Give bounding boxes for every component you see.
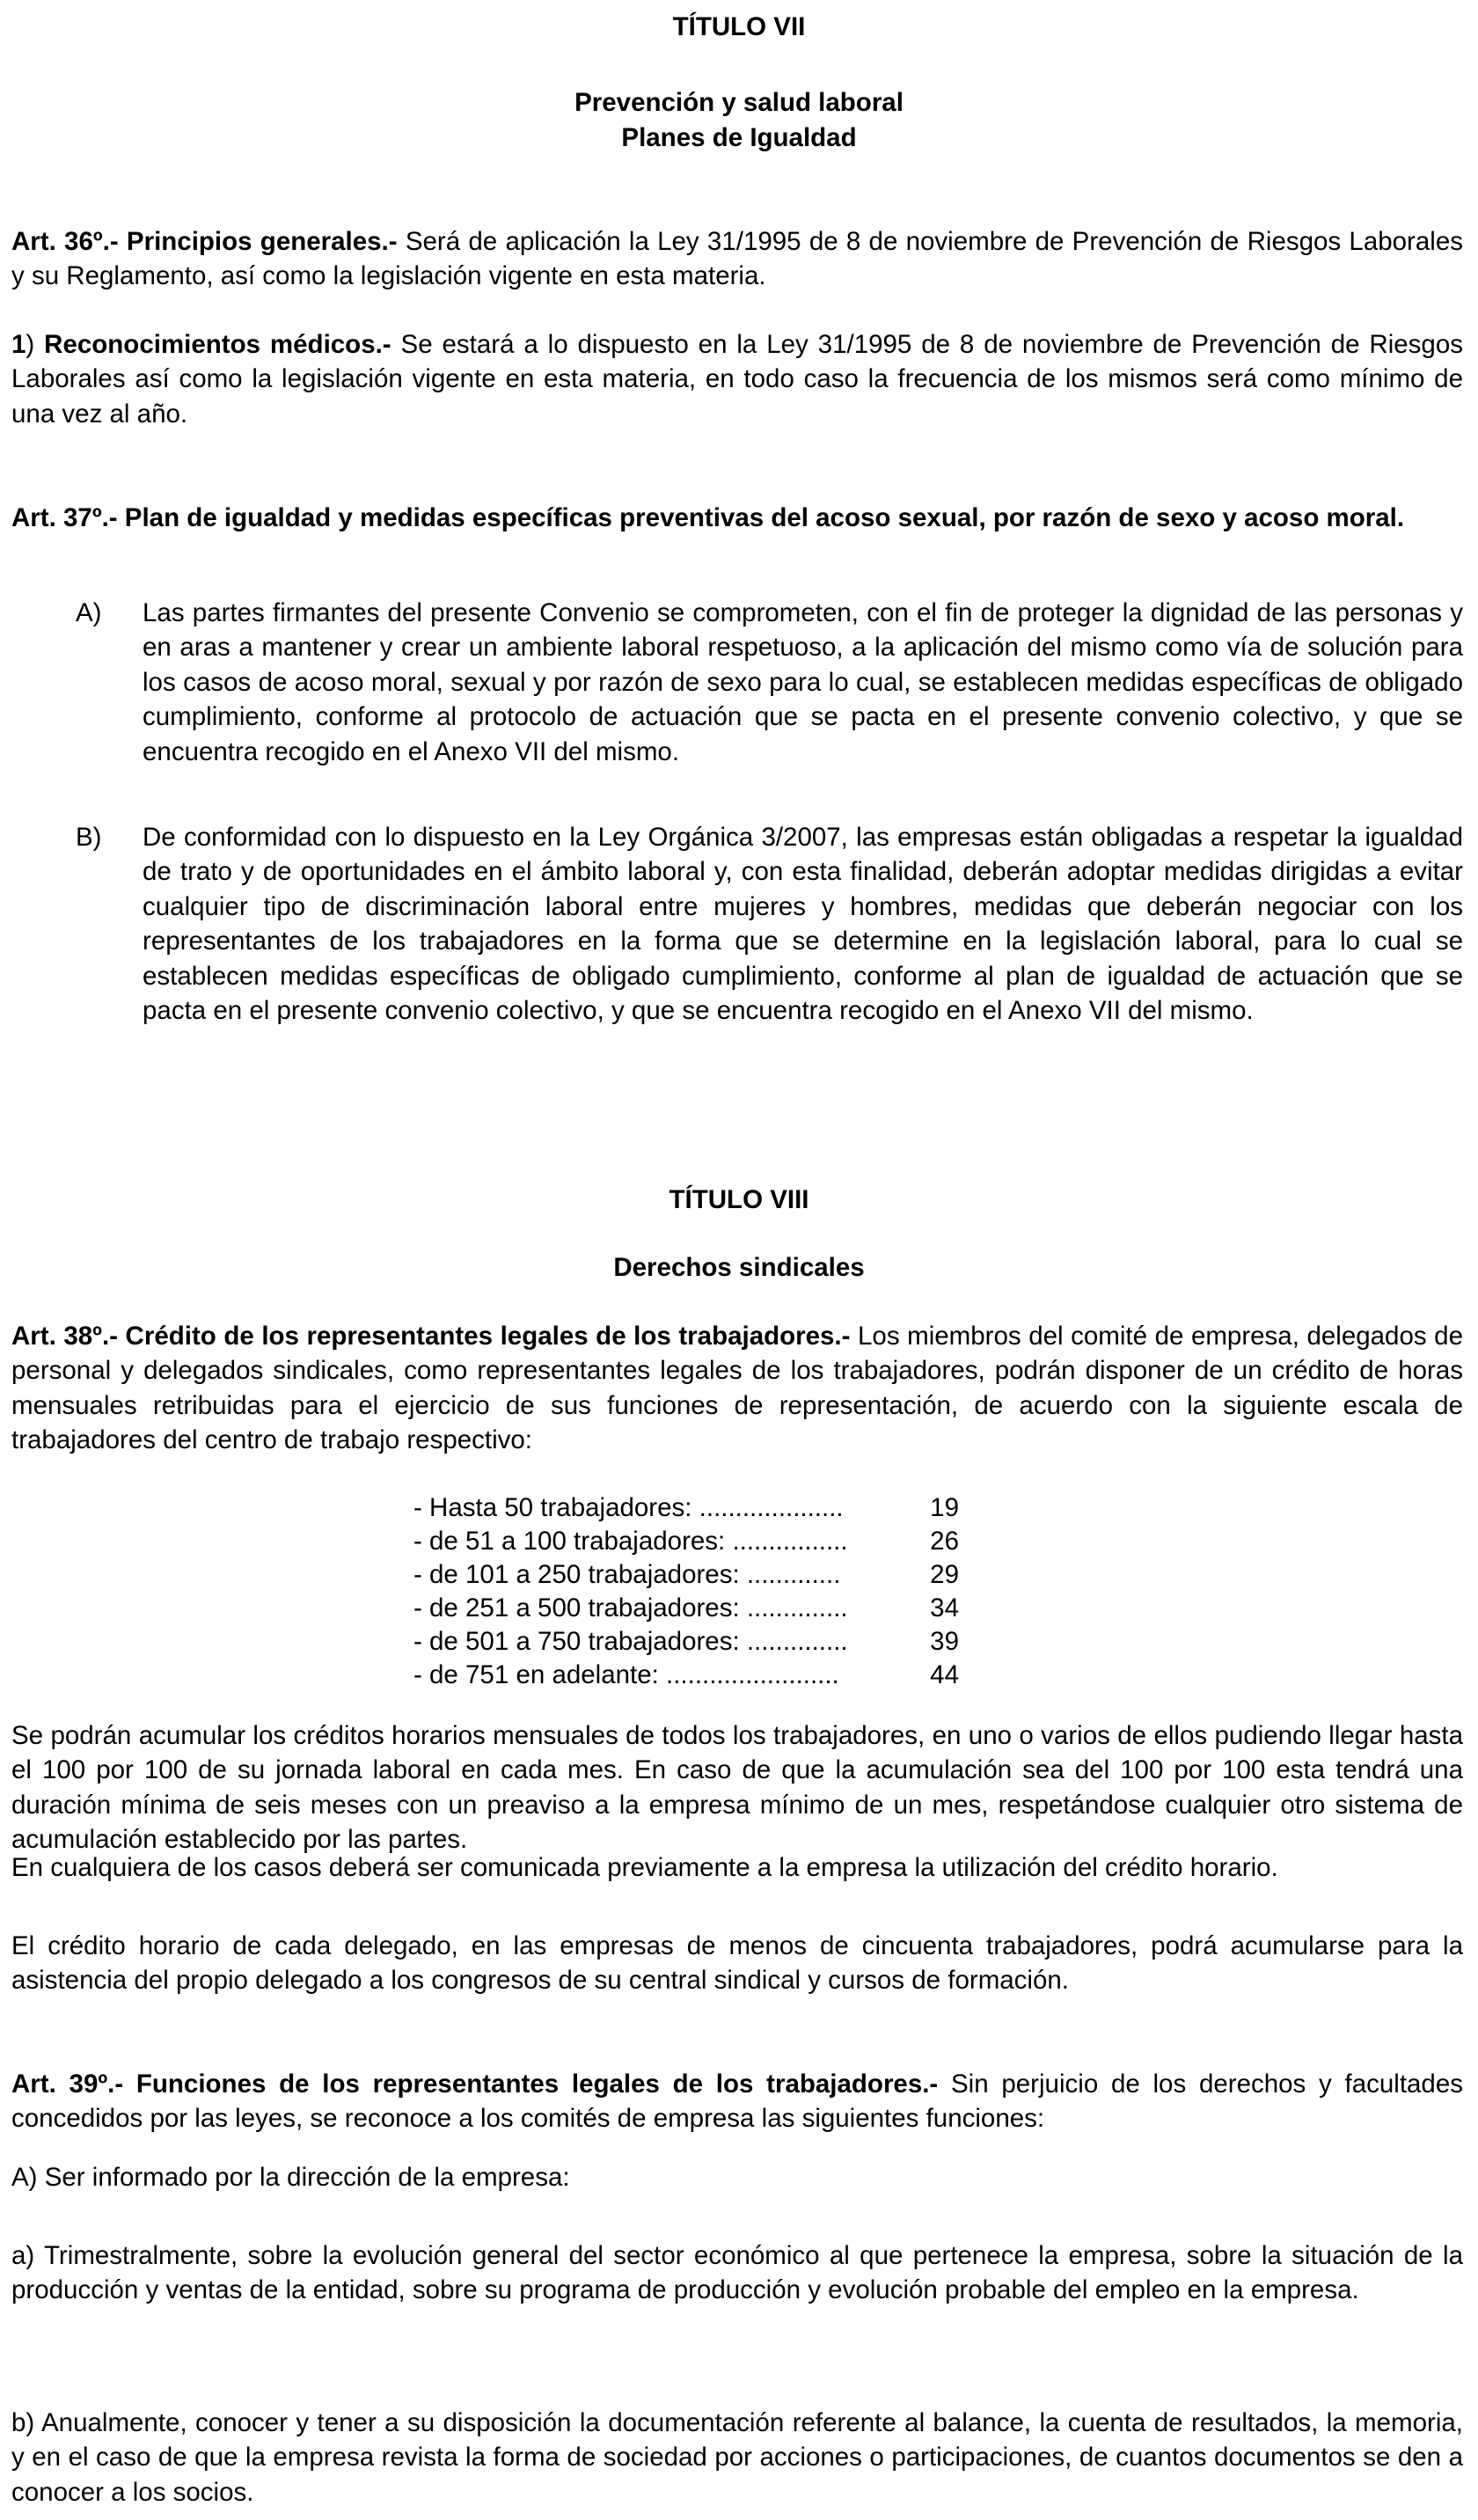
scale-label: - de 501 a 750 trabajadores: .............. <box>413 1627 848 1656</box>
titulo-vii-subtitle-1: Prevención y salud laboral <box>574 88 904 117</box>
art36-text: Será de aplicación la Ley 31/1995 de 8 de noviembre de Prevención de Riesgos Laborales y su Reglamento, así como la legislación vigente en esta materia. <box>11 227 1463 291</box>
scale-label: - de 51 a 100 trabajadores: ................ <box>413 1527 848 1556</box>
scale-label: - de 251 a 500 trabajadores: .............. <box>413 1593 848 1623</box>
scale-hours: 34 <box>930 1593 959 1623</box>
art37-item-b-text: De conformidad con lo dispuesto en la Ley Orgánica 3/2007, las empresas están obligadas a respetar la igualdad de trato y de oportunidades en el ámbito laboral y, con esta finalidad, deberán adoptar medidas dirigidas a evitar cualquier tipo de discriminación laboral entre mujeres y hombres, medidas que deberán negociar con los representantes de los trabajadores en la forma que se determine en la legislación laboral, para lo cual se establecen medidas específicas de obligado cumplimiento, conforme al plan de igualdad de actuación que se pacta en el presente convenio colectivo, y que se encuentra recogido en el Anexo VII del mismo. <box>143 823 1463 1026</box>
art39-pa: a) Trimestralmente, sobre la evolución general del sector económico al que pertenece la empresa, sobre la situación de la producción y ventas de la entidad, sobre su programa de producción y evolución probable del empleo en la empresa. <box>11 2241 1463 2305</box>
art36-1-text: Se estará a lo dispuesto en la Ley 31/1995 de 8 de noviembre de Prevención de Riesgos Laborales así como la legislación vigente en esta materia, en todo caso la frecuencia de los mismos será como mínimo de una vez al año. <box>11 330 1463 429</box>
art38-p3: El crédito horario de cada delegado, en las empresas de menos de cincuenta trabajadores, podrá acumularse para la asistencia del propio delegado a los congresos de su central sindical y cursos de formación. <box>11 1931 1463 1996</box>
art38-p1: Se podrán acumular los créditos horarios mensuales de todos los trabajadores, en uno o varios de ellos pudiendo llegar hasta el 100 por 100 de su jornada laboral en cada mes. En caso de que la acumulación sea del 100 por 100 esta tendrá una duración mínima de seis meses con un preaviso a la empresa mínimo de un mes, respetándose cualquier otro sistema de acumulación establecido por las partes. <box>11 1721 1463 1855</box>
scale-label: - de 751 en adelante: ........................ <box>413 1660 839 1689</box>
art38-text: Los miembros del comité de empresa, delegados de personal y delegados sindicales, como representantes legales de los trabajadores, podrán disponer de un crédito de horas mensuales retribuidas para el ejercicio de sus funciones de representación, de acuerdo con la siguiente escala de trabajadores del centro de trabajo respectivo: <box>11 1322 1463 1455</box>
art37-item-a-label: A) <box>76 598 102 627</box>
art39-pb: b) Anualmente, conocer y tener a su disposición la documentación referente al balance, la cuenta de resultados, la memoria, y en el caso de que la empresa revista la forma de sociedad por acciones o participaciones, de cuantos documentos se den a conocer a los socios. <box>11 2408 1463 2507</box>
art38-p2: En cualquiera de los casos deberá ser comunicada previamente a la empresa la utilización del crédito horario. <box>11 1853 1278 1882</box>
art37-item-b-label: B) <box>76 823 102 852</box>
titulo-vii-heading: TÍTULO VII <box>672 12 806 41</box>
scale-hours: 44 <box>930 1660 959 1689</box>
art39-pA: A) Ser informado por la dirección de la empresa: <box>11 2163 570 2192</box>
titulo-viii-subtitle: Derechos sindicales <box>613 1253 865 1282</box>
table-row <box>413 1525 959 1558</box>
art36-1-heading: Reconocimientos médicos.- <box>44 330 391 359</box>
scale-label: - de 101 a 250 trabajadores: ............. <box>413 1560 841 1589</box>
table-row <box>413 1592 959 1625</box>
art36-1-paragraph: 1) Reconocimientos médicos.- Se estará a lo dispuesto en la Ley 31/1995 de 8 de noviembre de Prevención de Riesgos Laborales así como la legislación vigente en esta materia, en todo caso la frecuencia de los mismos será como mínimo de una vez al año. <box>11 330 1463 429</box>
table-row <box>413 1659 959 1692</box>
titulo-viii-heading: TÍTULO VIII <box>669 1185 809 1214</box>
art39-heading: Art. 39º.- Funciones de los representantes legales de los trabajadores.- <box>11 2069 939 2099</box>
scale-hours: 29 <box>930 1560 959 1589</box>
art37-heading: Art. 37º.- Plan de igualdad y medidas específicas preventivas del acoso sexual, por razón de sexo y acoso moral. <box>11 503 1405 532</box>
art39-text: Sin perjuicio de los derechos y facultades concedidos por las leyes, se reconoce a los comités de empresa las siguientes funciones: <box>11 2069 1463 2134</box>
art38-paragraph <box>11 1319 1463 1458</box>
table-row <box>413 1491 959 1525</box>
art36-heading: Art. 36º.- Principios generales.- <box>11 227 398 256</box>
hours-scale-table <box>413 1491 959 1692</box>
art37-item-a <box>11 596 1463 769</box>
table-row <box>413 1625 959 1659</box>
art36-paragraph <box>11 224 1463 294</box>
titulo-vii-subtitle-2: Planes de Igualdad <box>621 123 857 152</box>
scale-hours: 19 <box>930 1493 959 1522</box>
art37-item-a-text: Las partes firmantes del presente Convenio se comprometen, con el fin de proteger la dignidad de las personas y en aras a mantener y crear un ambiente laboral respetuoso, a la aplicación del mismo como vía de solución para los casos de acoso moral, sexual y por razón de sexo para lo cual, se establecen medidas específicas de obligado cumplimiento, conforme al protocolo de actuación que se pacta en el presente convenio colectivo, y que se encuentra recogido en el Anexo VII del mismo. <box>143 598 1463 766</box>
art39-paragraph <box>11 2067 1463 2136</box>
art36-1-num: 1 <box>11 330 26 359</box>
table-row <box>413 1558 959 1592</box>
art38-heading: Art. 38º.- Crédito de los representantes legales de los trabajadores.- <box>11 1322 851 1351</box>
scale-hours: 26 <box>930 1527 959 1556</box>
art37-item-b <box>11 820 1463 1028</box>
scale-label: - Hasta 50 trabajadores: .................... <box>413 1493 844 1522</box>
scale-hours: 39 <box>930 1627 959 1656</box>
